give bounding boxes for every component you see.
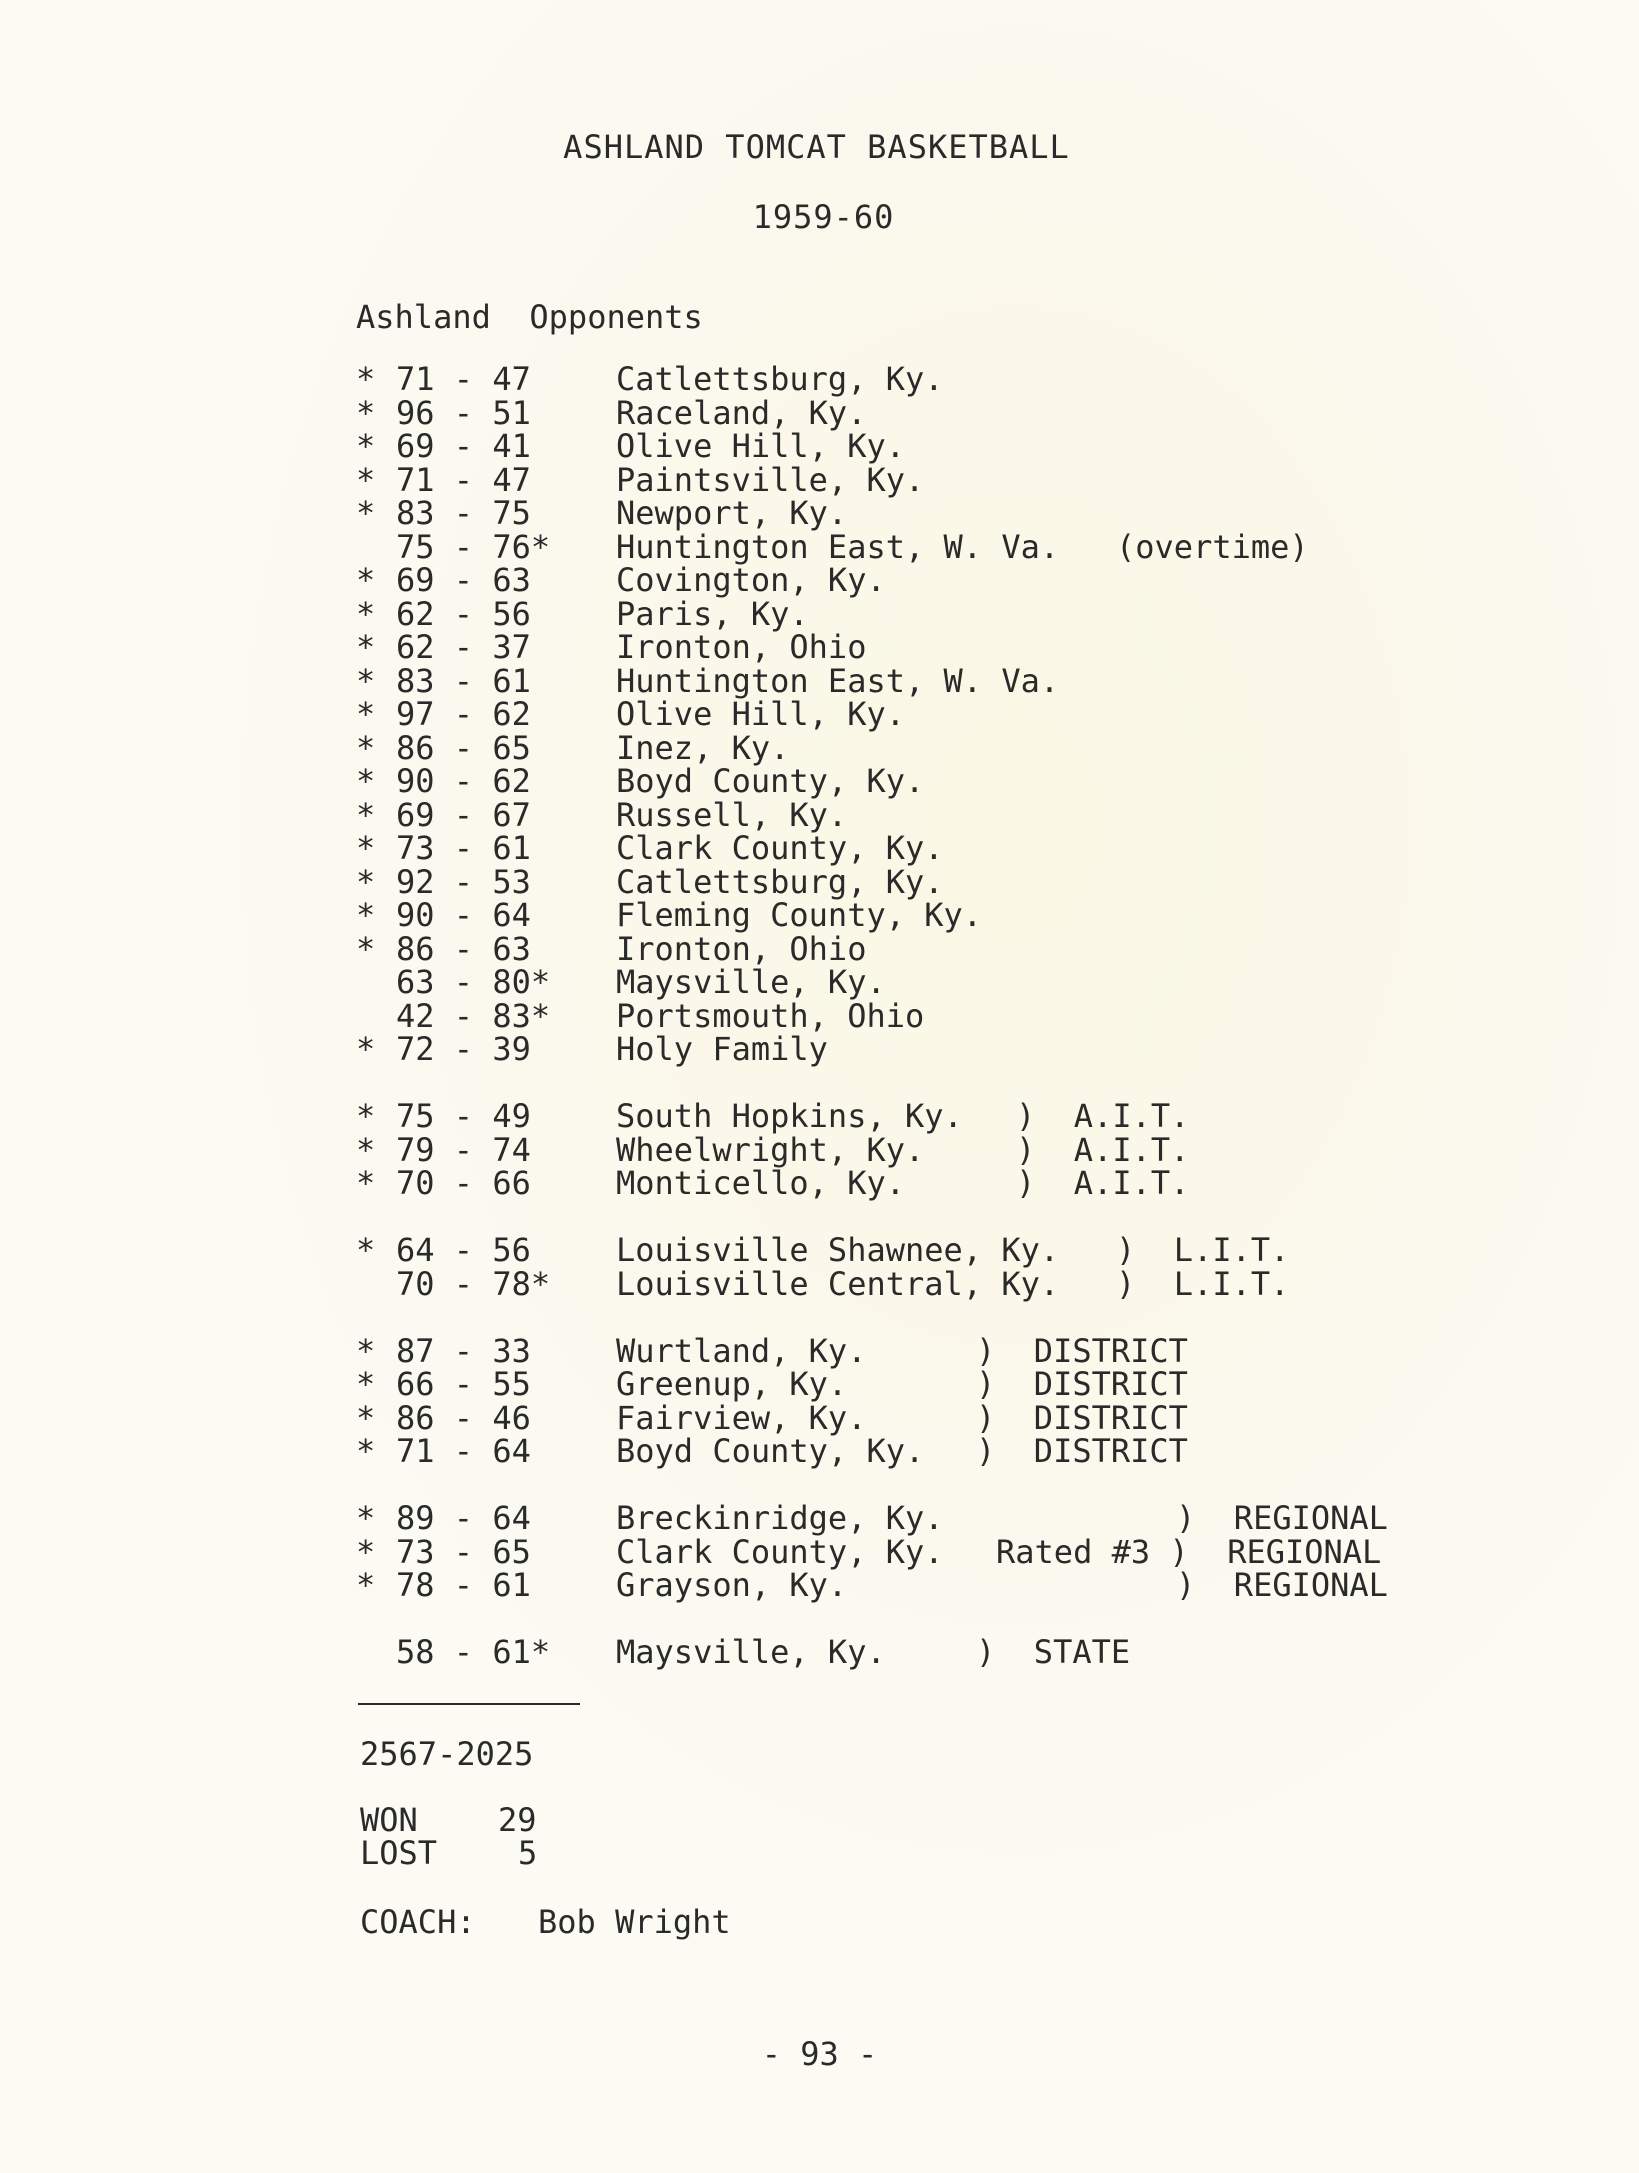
game-row <box>356 1164 1456 1202</box>
opponent-name: Clark County, Ky. <box>616 829 944 867</box>
game-note: ) DISTRICT <box>976 1432 1188 1470</box>
game-score: 89 - 64 <box>396 1499 531 1537</box>
opponent-name: Fleming County, Ky. <box>616 896 983 934</box>
opponent-name: Huntington East, W. Va. <box>616 527 1060 566</box>
opponent-name: Olive Hill, Ky. <box>616 695 905 733</box>
page-title: ASHLAND TOMCAT BASKETBALL <box>563 128 1070 166</box>
game-score: 87 - 33 <box>396 1331 531 1370</box>
game-score: 73 - 65 <box>396 1532 531 1571</box>
opponent-name: Maysville, Ky. <box>616 1633 886 1671</box>
game-row <box>356 1030 1456 1068</box>
win-marker: * <box>356 862 376 901</box>
won-label: WON <box>360 1801 418 1839</box>
game-row <box>356 1398 1456 1437</box>
game-row <box>356 829 1456 867</box>
opponent-name: Newport, Ky. <box>616 494 848 532</box>
game-row <box>356 996 1456 1035</box>
opponent-name: Wheelwright, Ky. <box>616 1130 925 1169</box>
game-score: 69 - 67 <box>396 795 531 834</box>
game-score: 86 - 63 <box>396 929 531 968</box>
game-note: Rated #3 ) REGIONAL <box>996 1532 1382 1571</box>
game-score: 75 - 76* <box>396 527 551 566</box>
win-marker: * <box>356 393 376 432</box>
game-row <box>356 1331 1456 1370</box>
game-note: (overtime) <box>1116 527 1309 566</box>
opponent-name: Raceland, Ky. <box>616 393 867 432</box>
opponent-name: Grayson, Ky. <box>616 1566 848 1604</box>
game-row <box>356 1130 1456 1169</box>
game-score: 86 - 46 <box>396 1398 531 1437</box>
divider-rule <box>358 1703 580 1705</box>
game-row <box>356 527 1456 566</box>
game-score: 83 - 75 <box>396 494 531 532</box>
win-marker: * <box>356 360 376 398</box>
opponent-name: South Hopkins, Ky. <box>616 1097 963 1135</box>
win-marker: * <box>356 628 376 666</box>
opponent-name: Boyd County, Ky. <box>616 762 925 800</box>
game-score: 70 - 66 <box>396 1164 531 1202</box>
opponent-name: Ironton, Ohio <box>616 929 867 968</box>
lost-label: LOST <box>360 1834 438 1872</box>
game-row <box>356 661 1456 700</box>
win-marker: * <box>356 1566 376 1604</box>
win-marker: * <box>356 1164 376 1202</box>
game-score: 70 - 78* <box>396 1264 551 1303</box>
opponent-name: Covington, Ky. <box>616 561 886 599</box>
opponent-name: Maysville, Ky. <box>616 963 886 1001</box>
game-note: ) A.I.T. <box>1016 1164 1190 1202</box>
win-marker: * <box>356 1532 376 1571</box>
game-note: ) STATE <box>976 1633 1131 1671</box>
win-marker: * <box>356 1130 376 1169</box>
game-note: ) L.I.T. <box>1116 1231 1290 1269</box>
game-score: 58 - 61* <box>396 1633 551 1671</box>
game-note: ) A.I.T. <box>1016 1097 1190 1135</box>
win-marker: * <box>356 728 376 767</box>
win-marker: * <box>356 594 376 633</box>
win-marker: * <box>356 1432 376 1470</box>
opponent-name: Russell, Ky. <box>616 795 848 834</box>
opponent-name: Ironton, Ohio <box>616 628 867 666</box>
game-row <box>356 963 1456 1001</box>
lost-count: 5 <box>518 1834 538 1872</box>
game-score: 92 - 53 <box>396 862 531 901</box>
game-score: 69 - 41 <box>396 427 531 465</box>
game-score: 97 - 62 <box>396 695 531 733</box>
win-marker: * <box>356 896 376 934</box>
opponent-name: Portsmouth, Ohio <box>616 996 925 1035</box>
game-score: 71 - 64 <box>396 1432 531 1470</box>
game-score: 90 - 64 <box>396 896 531 934</box>
game-row <box>356 862 1456 901</box>
win-marker: * <box>356 494 376 532</box>
game-row <box>356 1566 1456 1604</box>
win-marker: * <box>356 1499 376 1537</box>
game-score: 79 - 74 <box>396 1130 531 1169</box>
game-row <box>356 1432 1456 1470</box>
opponent-name: Boyd County, Ky. <box>616 1432 925 1470</box>
win-marker: * <box>356 762 376 800</box>
game-score: 71 - 47 <box>396 460 531 499</box>
header-opponents: Opponents <box>529 298 703 336</box>
game-row <box>356 1264 1456 1303</box>
game-row <box>356 1097 1456 1135</box>
win-marker: * <box>356 695 376 733</box>
win-marker: * <box>356 661 376 700</box>
game-score: 66 - 55 <box>396 1365 531 1403</box>
game-row <box>356 494 1456 532</box>
game-row <box>356 1633 1456 1671</box>
game-score: 96 - 51 <box>396 393 531 432</box>
game-note: ) DISTRICT <box>976 1398 1188 1437</box>
season-label: 1959-60 <box>752 198 895 236</box>
won-count: 29 <box>498 1801 537 1839</box>
win-marker: * <box>356 427 376 465</box>
game-row <box>356 762 1456 800</box>
game-row <box>356 695 1456 733</box>
win-marker: * <box>356 1365 376 1403</box>
opponent-name: Paris, Ky. <box>616 594 809 633</box>
opponent-name: Huntington East, W. Va. <box>616 661 1060 700</box>
opponent-name: Greenup, Ky. <box>616 1365 848 1403</box>
win-marker: * <box>356 1030 376 1068</box>
win-marker: * <box>356 1331 376 1370</box>
game-row <box>356 929 1456 968</box>
game-score: 64 - 56 <box>396 1231 531 1269</box>
game-note: ) REGIONAL <box>1176 1566 1388 1604</box>
game-row <box>356 594 1456 633</box>
win-marker: * <box>356 561 376 599</box>
win-marker: * <box>356 795 376 834</box>
game-note: ) L.I.T. <box>1116 1264 1290 1303</box>
game-row <box>356 360 1456 398</box>
win-marker: * <box>356 1097 376 1135</box>
opponent-name: Breckinridge, Ky. <box>616 1499 944 1537</box>
header-ashland: Ashland <box>356 298 491 336</box>
game-row <box>356 1231 1456 1269</box>
win-marker: * <box>356 829 376 867</box>
opponent-name: Holy Family <box>616 1030 828 1068</box>
season-totals: 2567-2025 <box>360 1735 534 1773</box>
coach-line <box>360 1903 731 2055</box>
game-score: 71 - 47 <box>396 360 531 398</box>
game-row <box>356 561 1456 599</box>
game-row <box>356 795 1456 834</box>
opponent-name: Clark County, Ky. <box>616 1532 944 1571</box>
game-score: 73 - 61 <box>396 829 531 867</box>
game-score: 62 - 56 <box>396 594 531 633</box>
opponent-name: Louisville Central, Ky. <box>616 1264 1060 1303</box>
game-score: 90 - 62 <box>396 762 531 800</box>
game-note: ) A.I.T. <box>1016 1130 1190 1169</box>
opponent-name: Paintsville, Ky. <box>616 460 925 499</box>
game-score: 75 - 49 <box>396 1097 531 1135</box>
game-score: 62 - 37 <box>396 628 531 666</box>
game-score: 72 - 39 <box>396 1030 531 1068</box>
coach-label: COACH: <box>360 1903 476 1941</box>
opponent-name: Louisville Shawnee, Ky. <box>616 1231 1060 1269</box>
page-number: - 93 - <box>761 2035 878 2073</box>
coach-name: Bob Wright <box>538 1903 731 1941</box>
opponent-name: Wurtland, Ky. <box>616 1331 867 1370</box>
opponent-name: Catlettsburg, Ky. <box>616 862 944 901</box>
column-header <box>356 298 703 336</box>
game-row <box>356 1365 1456 1403</box>
win-marker: * <box>356 929 376 968</box>
game-note: ) DISTRICT <box>976 1331 1188 1370</box>
win-marker: * <box>356 1398 376 1437</box>
opponent-name: Fairview, Ky. <box>616 1398 867 1437</box>
game-score: 78 - 61 <box>396 1566 531 1604</box>
opponent-name: Monticello, Ky. <box>616 1164 905 1202</box>
game-row <box>356 896 1456 934</box>
opponent-name: Inez, Ky. <box>616 728 790 767</box>
win-marker: * <box>356 1231 376 1269</box>
game-note: ) DISTRICT <box>976 1365 1188 1403</box>
game-row <box>356 393 1456 432</box>
game-row <box>356 628 1456 666</box>
game-score: 69 - 63 <box>396 561 531 599</box>
game-score: 86 - 65 <box>396 728 531 767</box>
game-row <box>356 1499 1456 1537</box>
win-marker: * <box>356 460 376 499</box>
opponent-name: Olive Hill, Ky. <box>616 427 905 465</box>
game-score: 83 - 61 <box>396 661 531 700</box>
game-note: ) REGIONAL <box>1176 1499 1388 1537</box>
game-row <box>356 728 1456 767</box>
game-row <box>356 460 1456 499</box>
games-list <box>356 360 1456 1671</box>
game-score: 63 - 80* <box>396 963 551 1001</box>
opponent-name: Catlettsburg, Ky. <box>616 360 944 398</box>
game-row <box>356 1532 1456 1571</box>
game-score: 42 - 83* <box>396 996 551 1035</box>
game-row <box>356 427 1456 465</box>
